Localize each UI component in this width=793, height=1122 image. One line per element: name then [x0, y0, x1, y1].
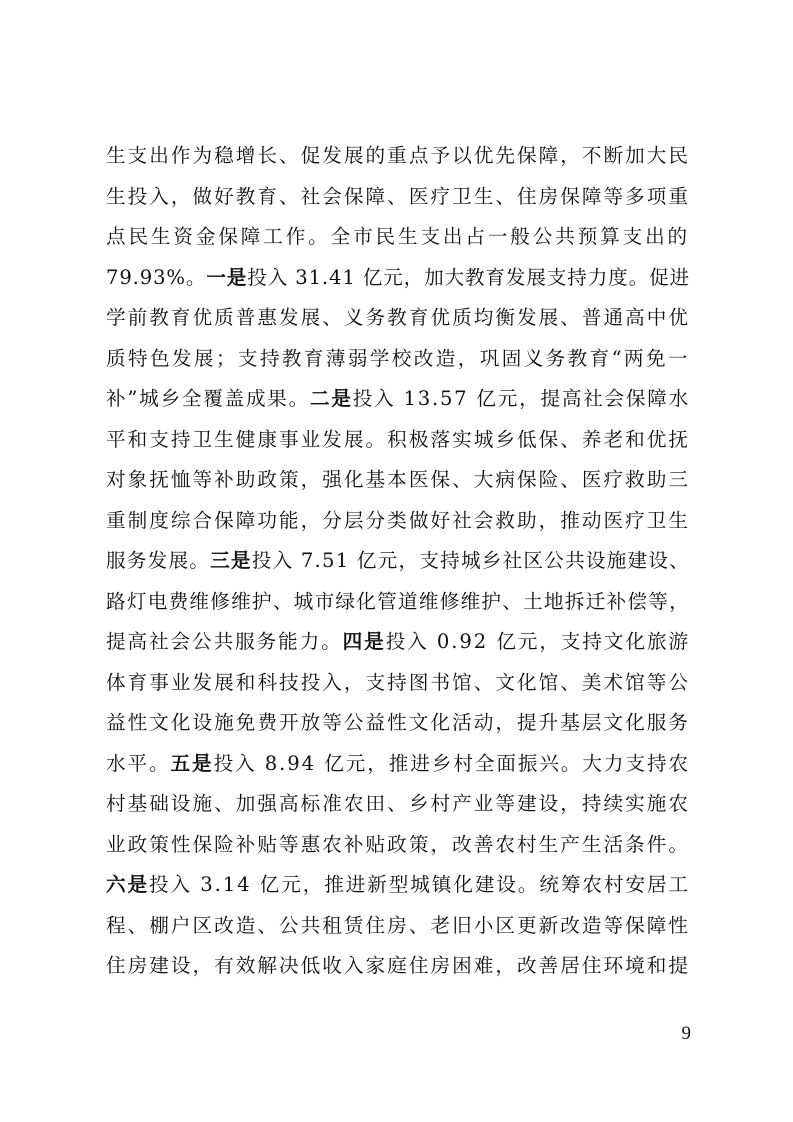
- text-segment: 程、棚户区改造、公共租赁住房、老旧小区更新改造等保障性: [106, 913, 690, 937]
- text-segment: 业政策性保险补贴等惠农补贴政策，改善农村生产生活条件。: [106, 832, 690, 856]
- bold-keyword: 三是: [210, 549, 252, 572]
- text-line: [106, 339, 690, 380]
- text-segment: 点民生资金保障工作。全市民生支出占一般公共预算支出的: [106, 225, 690, 248]
- bold-keyword: 四是: [342, 630, 386, 653]
- text-segment: 益性文化设施免费开放等公益性文化活动，提升基层文化服务: [106, 711, 690, 734]
- bold-keyword: 五是: [170, 751, 214, 775]
- text-segment: 提高社会公共服务能力。: [106, 630, 343, 653]
- text-segment: 学前教育优质普惠发展、义务教育优质均衡发展、普通高中优: [106, 306, 690, 329]
- text-segment: 水平。: [106, 751, 171, 775]
- text-line: [106, 177, 690, 218]
- text-segment: 投入 3.14 亿元，推进新型城镇化建设。统筹农村安居工: [149, 873, 690, 896]
- text-line: [106, 825, 690, 866]
- text-line: [106, 663, 690, 704]
- text-segment: 村基础设施、加强高标准农田、乡村产业等建设，持续实施农: [106, 792, 690, 815]
- text-segment: 投入 31.41 亿元，加大教育发展支持力度。促进: [247, 265, 690, 289]
- text-segment: 重制度综合保障功能，分层分类做好社会救助，推动医疗卫生: [106, 508, 690, 532]
- text-segment: 投入 7.51 亿元，支持城乡社区公共设施建设、: [251, 549, 691, 572]
- bold-keyword: 六是: [106, 873, 150, 896]
- body-text: [106, 136, 690, 987]
- text-segment: 补”城乡全覆盖成果。: [106, 387, 311, 410]
- text-segment: 质特色发展；支持教育薄弱学校改造，巩固义务教育“两免一: [106, 346, 690, 370]
- text-line: [106, 865, 690, 906]
- text-segment: 投入 13.57 亿元，提高社会保障水: [352, 387, 690, 410]
- text-segment: 生投入，做好教育、社会保障、医疗卫生、住房保障等多项重: [106, 184, 690, 208]
- text-line: [106, 379, 690, 420]
- text-segment: 对象抚恤等补助政策，强化基本医保、大病保险、医疗救助三: [106, 468, 690, 491]
- text-line: [106, 622, 690, 663]
- text-segment: 79.93%。: [106, 265, 207, 289]
- text-segment: 体育事业发展和科技投入，支持图书馆、文化馆、美术馆等公: [106, 670, 690, 694]
- text-line: [106, 136, 690, 177]
- text-segment: 路灯电费维修维护、城市绿化管道维修维护、土地拆迁补偿等，: [106, 589, 690, 613]
- text-line: [106, 420, 690, 461]
- page-number: 9: [681, 1023, 691, 1044]
- text-segment: 投入 0.92 亿元，支持文化旅游: [385, 630, 690, 653]
- text-line: [106, 946, 690, 987]
- text-segment: 服务发展。: [106, 549, 211, 572]
- text-line: [106, 744, 690, 785]
- text-line: [106, 906, 690, 947]
- bold-keyword: 一是: [206, 265, 248, 289]
- text-segment: 住房建设，有效解决低收入家庭住房困难，改善居住环境和提: [106, 954, 690, 977]
- text-line: [106, 541, 690, 582]
- text-line: [106, 298, 690, 339]
- text-line: [106, 460, 690, 501]
- text-segment: 平和支持卫生健康事业发展。积极落实城乡低保、养老和优抚: [106, 427, 690, 451]
- text-segment: 投入 8.94 亿元，推进乡村全面振兴。大力支持农: [213, 751, 690, 775]
- text-segment: 生支出作为稳增长、促发展的重点予以优先保障，不断加大民: [106, 144, 690, 167]
- bold-keyword: 二是: [310, 387, 353, 410]
- text-line: [106, 501, 690, 542]
- text-line: [106, 784, 690, 825]
- text-line: [106, 703, 690, 744]
- text-line: [106, 258, 690, 299]
- text-line: [106, 582, 690, 623]
- text-line: [106, 217, 690, 258]
